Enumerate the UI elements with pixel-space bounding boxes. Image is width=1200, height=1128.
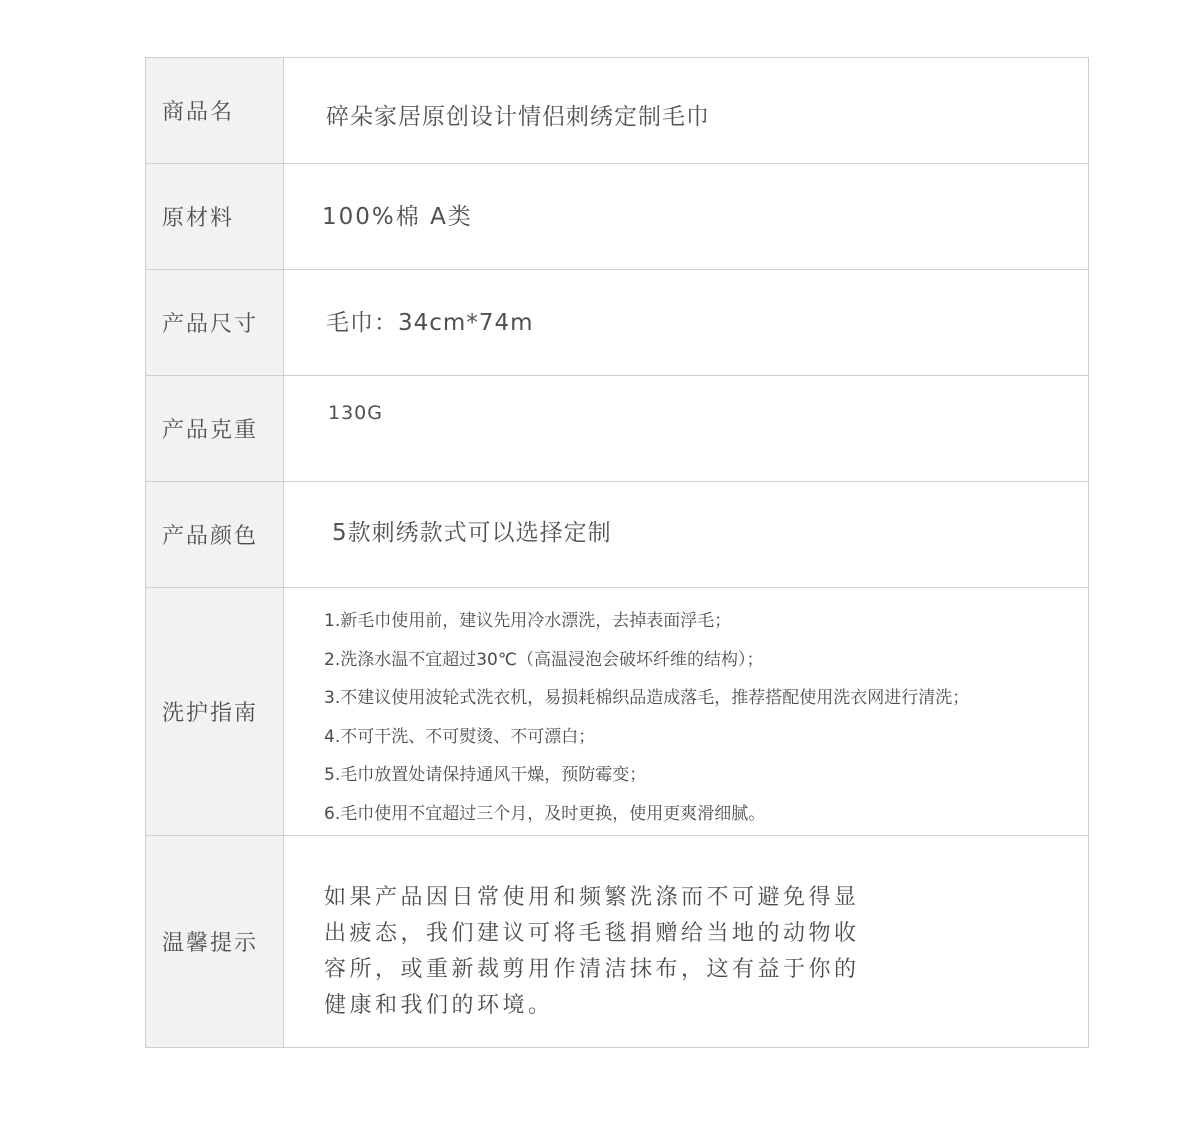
spec-value-cell xyxy=(284,58,1089,164)
spec-value-material: 100%棉 A类 xyxy=(322,204,473,230)
spec-label-cell xyxy=(146,376,284,482)
care-instruction-item: 6.毛巾使用不宜超过三个月，及时更换，使用更爽滑细腻。 xyxy=(324,803,766,824)
spec-label-tips: 温馨提示 xyxy=(162,931,259,956)
care-instruction-item: 4.不可干洗、不可熨烫、不可漂白； xyxy=(324,726,596,747)
spec-row-weight xyxy=(146,376,1089,482)
spec-row-care-guide xyxy=(146,588,1089,836)
spec-label-size: 产品尺寸 xyxy=(162,312,259,337)
spec-value-cell xyxy=(284,376,1089,482)
spec-value-cell xyxy=(284,482,1089,588)
spec-label-cell xyxy=(146,270,284,376)
spec-label-cell xyxy=(146,482,284,588)
tips-paragraph: 如果产品因日常使用和频繁洗涤而不可避免得显出疲态，我们建议可将毛毯捐赠给当地的动物收容所，或重新裁剪用作清洁抹布，这有益于你的健康和我们的环境。 xyxy=(324,885,860,1018)
spec-label-cell xyxy=(146,164,284,270)
care-instructions-list xyxy=(284,588,1088,833)
spec-value-color: 5款刺绣款式可以选择定制 xyxy=(332,520,612,546)
spec-value-weight: 130G xyxy=(328,402,383,424)
spec-row-tips xyxy=(146,836,1089,1048)
spec-label-care-guide: 洗护指南 xyxy=(162,701,259,726)
care-instruction-item: 3.不建议使用波轮式洗衣机，易损耗棉织品造成落毛，推荐搭配使用洗衣网进行清洗； xyxy=(324,688,970,708)
spec-row-product-name xyxy=(146,58,1089,164)
spec-row-color xyxy=(146,482,1089,588)
spec-label-material: 原材料 xyxy=(162,206,235,231)
spec-label-product-name: 商品名 xyxy=(162,100,235,125)
spec-label-cell xyxy=(146,588,284,836)
spec-row-material xyxy=(146,164,1089,270)
care-instruction-item: 2.洗涤水温不宜超过30℃（高温浸泡会破坏纤维的结构）； xyxy=(324,649,764,670)
spec-value-cell xyxy=(284,588,1089,836)
spec-value-product-name: 碎朵家居原创设计情侣刺绣定制毛巾 xyxy=(326,104,710,130)
care-instruction-item: 1.新毛巾使用前，建议先用冷水漂洗，去掉表面浮毛； xyxy=(324,611,732,631)
product-spec-table xyxy=(145,57,1089,1048)
spec-row-size xyxy=(146,270,1089,376)
spec-value-cell xyxy=(284,164,1089,270)
spec-label-color: 产品颜色 xyxy=(162,524,259,549)
spec-label-weight: 产品克重 xyxy=(162,418,259,443)
spec-value-cell xyxy=(284,836,1089,1048)
spec-label-cell xyxy=(146,58,284,164)
spec-label-cell xyxy=(146,836,284,1048)
spec-value-cell xyxy=(284,270,1089,376)
care-instruction-item: 5.毛巾放置处请保持通风干燥，预防霉变； xyxy=(324,765,647,785)
spec-value-size: 毛巾：34cm*74m xyxy=(326,310,534,336)
